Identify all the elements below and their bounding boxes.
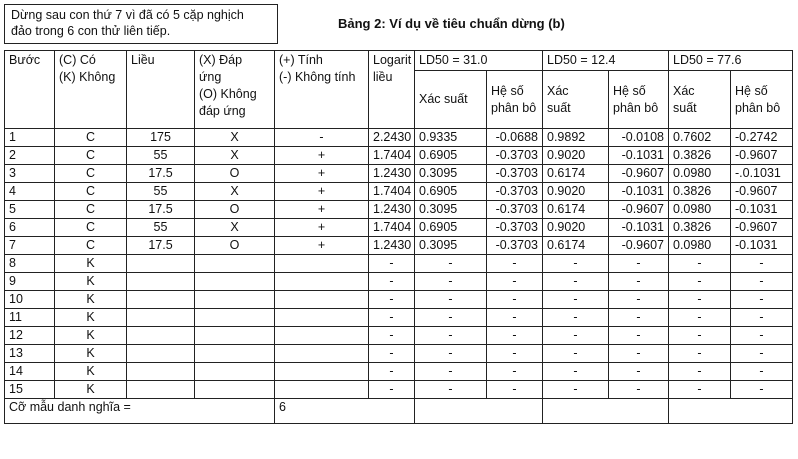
cell-coef-1: - [487, 345, 543, 363]
cell-sign [275, 255, 369, 273]
cell-step: 14 [5, 363, 55, 381]
cell-log-dose: - [369, 309, 415, 327]
cell-prob-1: 0.6905 [415, 183, 487, 201]
cell-yes-no: K [55, 309, 127, 327]
cell-sign [275, 273, 369, 291]
table-row [5, 381, 793, 399]
cell-log-dose: - [369, 291, 415, 309]
cell-prob-2: - [543, 345, 609, 363]
cell-response: X [195, 129, 275, 147]
cell-sign [275, 309, 369, 327]
cell-prob-1: 0.3095 [415, 237, 487, 255]
cell-sign [275, 327, 369, 345]
cell-log-dose: 2.2430 [369, 129, 415, 147]
cell-sign [275, 363, 369, 381]
cell-log-dose: - [369, 381, 415, 399]
cell-yes-no: C [55, 147, 127, 165]
cell-dose [127, 363, 195, 381]
cell-dose [127, 327, 195, 345]
cell-prob-2: - [543, 255, 609, 273]
cell-sign: + [275, 219, 369, 237]
cell-prob-1: - [415, 255, 487, 273]
footer-empty [415, 399, 543, 424]
cell-prob-1: 0.9335 [415, 129, 487, 147]
cell-sign [275, 345, 369, 363]
cell-coef-3: - [731, 345, 793, 363]
cell-step: 1 [5, 129, 55, 147]
header-coefficient-1: Hệ số phân bô [487, 71, 543, 129]
cell-coef-1: -0.3703 [487, 147, 543, 165]
cell-response: O [195, 165, 275, 183]
cell-coef-1: -0.0688 [487, 129, 543, 147]
cell-step: 2 [5, 147, 55, 165]
cell-coef-3: -0.9607 [731, 147, 793, 165]
cell-prob-3: - [669, 345, 731, 363]
cell-prob-3: 0.3826 [669, 183, 731, 201]
cell-coef-1: -0.3703 [487, 219, 543, 237]
cell-step: 9 [5, 273, 55, 291]
cell-response [195, 255, 275, 273]
cell-prob-2: - [543, 273, 609, 291]
cell-dose: 55 [127, 183, 195, 201]
cell-coef-1: - [487, 381, 543, 399]
header-ld50-group-2: LD50 = 12.4 [543, 51, 669, 71]
cell-response [195, 291, 275, 309]
table-row [5, 309, 793, 327]
table-row [5, 237, 793, 255]
cell-prob-2: - [543, 381, 609, 399]
footer-row [5, 399, 793, 424]
cell-sign: + [275, 183, 369, 201]
cell-response: X [195, 147, 275, 165]
cell-coef-2: -0.9607 [609, 237, 669, 255]
cell-coef-1: - [487, 363, 543, 381]
cell-coef-2: - [609, 381, 669, 399]
cell-coef-3: -.0.1031 [731, 165, 793, 183]
cell-step: 11 [5, 309, 55, 327]
header-ld50-group-1: LD50 = 31.0 [415, 51, 543, 71]
cell-yes-no: C [55, 165, 127, 183]
cell-response [195, 381, 275, 399]
cell-log-dose: - [369, 327, 415, 345]
table-row [5, 165, 793, 183]
header-probability-1: Xác suất [415, 71, 487, 129]
stop-note-line-2: đảo trong 6 con thử liên tiếp. [11, 24, 171, 38]
cell-prob-1: 0.3095 [415, 201, 487, 219]
cell-sign: - [275, 129, 369, 147]
cell-prob-3: 0.0980 [669, 237, 731, 255]
cell-prob-2: - [543, 291, 609, 309]
cell-prob-3: - [669, 309, 731, 327]
cell-coef-3: - [731, 363, 793, 381]
table-row [5, 327, 793, 345]
cell-yes-no: K [55, 381, 127, 399]
cell-log-dose: - [369, 345, 415, 363]
cell-response: X [195, 219, 275, 237]
header-probability-2: Xác suất [543, 71, 609, 129]
cell-yes-no: C [55, 129, 127, 147]
cell-prob-2: 0.9020 [543, 183, 609, 201]
cell-step: 4 [5, 183, 55, 201]
cell-prob-2: 0.6174 [543, 201, 609, 219]
cell-yes-no: C [55, 201, 127, 219]
cell-yes-no: C [55, 219, 127, 237]
footer-empty [543, 399, 669, 424]
cell-prob-2: 0.9892 [543, 129, 609, 147]
cell-prob-2: 0.6174 [543, 165, 609, 183]
cell-coef-2: - [609, 255, 669, 273]
cell-prob-1: 0.6905 [415, 147, 487, 165]
cell-coef-1: - [487, 255, 543, 273]
cell-coef-2: - [609, 327, 669, 345]
cell-coef-2: - [609, 345, 669, 363]
cell-prob-3: 0.7602 [669, 129, 731, 147]
cell-prob-1: - [415, 363, 487, 381]
cell-response: O [195, 201, 275, 219]
cell-coef-1: -0.3703 [487, 165, 543, 183]
table-body [5, 129, 793, 399]
table-row [5, 273, 793, 291]
cell-prob-1: - [415, 273, 487, 291]
cell-coef-3: - [731, 309, 793, 327]
cell-sign [275, 291, 369, 309]
header-dose: Liều [127, 51, 195, 129]
cell-coef-3: - [731, 255, 793, 273]
cell-coef-2: - [609, 273, 669, 291]
cell-response: O [195, 237, 275, 255]
cell-yes-no: K [55, 291, 127, 309]
cell-log-dose: 1.7404 [369, 147, 415, 165]
cell-coef-2: - [609, 291, 669, 309]
cell-prob-2: - [543, 309, 609, 327]
cell-response [195, 273, 275, 291]
header-ld50-group-3: LD50 = 77.6 [669, 51, 793, 71]
cell-prob-3: - [669, 273, 731, 291]
footer-empty [669, 399, 793, 424]
cell-prob-2: 0.9020 [543, 219, 609, 237]
cell-prob-3: 0.0980 [669, 165, 731, 183]
cell-prob-1: 0.6905 [415, 219, 487, 237]
cell-coef-3: -0.9607 [731, 183, 793, 201]
cell-sign: + [275, 237, 369, 255]
cell-prob-1: - [415, 309, 487, 327]
cell-coef-3: -0.9607 [731, 219, 793, 237]
table-row [5, 129, 793, 147]
cell-step: 3 [5, 165, 55, 183]
cell-sign: + [275, 165, 369, 183]
footer-label: Cỡ mẫu danh nghĩa = [5, 399, 275, 424]
cell-coef-2: -0.1031 [609, 219, 669, 237]
cell-coef-3: -0.1031 [731, 201, 793, 219]
cell-step: 10 [5, 291, 55, 309]
cell-coef-1: - [487, 327, 543, 345]
cell-dose: 55 [127, 147, 195, 165]
cell-prob-3: - [669, 327, 731, 345]
cell-prob-2: - [543, 327, 609, 345]
stop-note-box [4, 4, 278, 44]
cell-response [195, 327, 275, 345]
cell-coef-1: - [487, 309, 543, 327]
cell-sign: + [275, 201, 369, 219]
stop-note-line-1: Dừng sau con thứ 7 vì đã có 5 cặp nghịch [11, 8, 244, 22]
cell-log-dose: 1.2430 [369, 237, 415, 255]
table-row [5, 183, 793, 201]
cell-coef-3: - [731, 381, 793, 399]
cell-dose [127, 291, 195, 309]
table-row [5, 363, 793, 381]
cell-sign [275, 381, 369, 399]
cell-coef-1: -0.3703 [487, 201, 543, 219]
cell-log-dose: - [369, 255, 415, 273]
cell-prob-2: 0.9020 [543, 147, 609, 165]
cell-step: 5 [5, 201, 55, 219]
cell-coef-1: - [487, 291, 543, 309]
cell-coef-1: -0.3703 [487, 183, 543, 201]
cell-step: 13 [5, 345, 55, 363]
cell-prob-3: - [669, 381, 731, 399]
cell-dose [127, 309, 195, 327]
cell-step: 8 [5, 255, 55, 273]
cell-dose [127, 381, 195, 399]
cell-yes-no: C [55, 237, 127, 255]
cell-dose [127, 345, 195, 363]
table-row [5, 345, 793, 363]
cell-step: 7 [5, 237, 55, 255]
header-yes-no: (C) Có (K) Không [55, 51, 127, 129]
cell-coef-2: -0.1031 [609, 147, 669, 165]
cell-response: X [195, 183, 275, 201]
cell-prob-3: 0.3826 [669, 147, 731, 165]
cell-yes-no: K [55, 255, 127, 273]
cell-step: 15 [5, 381, 55, 399]
cell-dose [127, 255, 195, 273]
footer-value: 6 [275, 399, 415, 424]
header-response: (X) Đáp ứng (O) Không đáp ứng [195, 51, 275, 129]
cell-prob-1: - [415, 381, 487, 399]
cell-response [195, 309, 275, 327]
cell-prob-3: 0.3826 [669, 219, 731, 237]
cell-coef-2: -0.9607 [609, 165, 669, 183]
cell-prob-1: 0.3095 [415, 165, 487, 183]
cell-response [195, 363, 275, 381]
cell-coef-3: -0.1031 [731, 237, 793, 255]
cell-step: 12 [5, 327, 55, 345]
cell-prob-3: - [669, 255, 731, 273]
header-coefficient-2: Hệ số phân bô [609, 71, 669, 129]
cell-dose [127, 273, 195, 291]
cell-yes-no: K [55, 363, 127, 381]
cell-prob-3: - [669, 291, 731, 309]
cell-coef-1: - [487, 273, 543, 291]
stopping-criterion-table [4, 50, 793, 424]
header-coefficient-3: Hệ số phân bô [731, 71, 793, 129]
cell-dose: 17.5 [127, 201, 195, 219]
table-row [5, 291, 793, 309]
cell-coef-2: -0.0108 [609, 129, 669, 147]
cell-coef-3: - [731, 273, 793, 291]
cell-coef-3: - [731, 327, 793, 345]
cell-dose: 17.5 [127, 165, 195, 183]
cell-prob-3: 0.0980 [669, 201, 731, 219]
cell-yes-no: K [55, 273, 127, 291]
cell-log-dose: 1.7404 [369, 183, 415, 201]
cell-coef-2: -0.1031 [609, 183, 669, 201]
cell-prob-1: - [415, 345, 487, 363]
table-row [5, 219, 793, 237]
cell-coef-3: - [731, 291, 793, 309]
cell-sign: + [275, 147, 369, 165]
cell-log-dose: - [369, 363, 415, 381]
cell-prob-1: - [415, 327, 487, 345]
cell-yes-no: K [55, 327, 127, 345]
header-log-dose: Logarit liều [369, 51, 415, 129]
cell-coef-2: - [609, 309, 669, 327]
cell-log-dose: 1.2430 [369, 201, 415, 219]
header-probability-3: Xác suất [669, 71, 731, 129]
cell-log-dose: 1.7404 [369, 219, 415, 237]
cell-prob-1: - [415, 291, 487, 309]
table-title: Bảng 2: Ví dụ về tiêu chuẩn dừng (b) [338, 16, 565, 31]
cell-dose: 17.5 [127, 237, 195, 255]
cell-coef-1: -0.3703 [487, 237, 543, 255]
table-row [5, 147, 793, 165]
cell-step: 6 [5, 219, 55, 237]
cell-prob-3: - [669, 363, 731, 381]
cell-prob-2: - [543, 363, 609, 381]
cell-coef-2: - [609, 363, 669, 381]
cell-prob-2: 0.6174 [543, 237, 609, 255]
cell-yes-no: C [55, 183, 127, 201]
header-sign: (+) Tính (-) Không tính [275, 51, 369, 129]
cell-coef-3: -0.2742 [731, 129, 793, 147]
cell-response [195, 345, 275, 363]
cell-log-dose: - [369, 273, 415, 291]
table-row [5, 255, 793, 273]
cell-coef-2: -0.9607 [609, 201, 669, 219]
cell-dose: 55 [127, 219, 195, 237]
cell-yes-no: K [55, 345, 127, 363]
cell-log-dose: 1.2430 [369, 165, 415, 183]
cell-dose: 175 [127, 129, 195, 147]
table-row [5, 201, 793, 219]
header-step: Bước [5, 51, 55, 129]
